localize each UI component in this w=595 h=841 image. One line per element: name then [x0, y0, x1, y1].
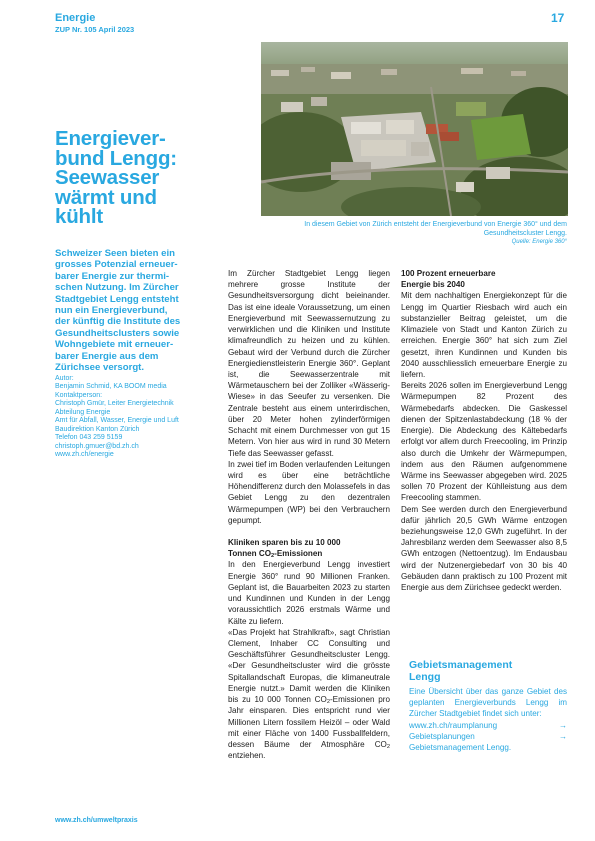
- caption-credit: Quelle: Energie 360°: [511, 239, 567, 245]
- aerial-photo: [261, 42, 568, 216]
- arrow-right-icon: →: [558, 720, 567, 730]
- arrow-right-icon: →: [558, 731, 567, 741]
- link-gebietsmanagement[interactable]: Gebietsmanagement Lengg.: [409, 743, 512, 753]
- header-section: Energie: [55, 12, 96, 24]
- article-title: Energiever- bund Lengg: Seewasser wärmt und kühlt: [55, 127, 177, 228]
- photo-caption: [262, 220, 567, 247]
- meta-line: Telefon 043 259 5159: [55, 434, 123, 442]
- link-raumplanung[interactable]: www.zh.ch/raumplanung: [409, 720, 498, 730]
- info-box-link-row: [409, 742, 567, 753]
- body-paragraph: Bereits 2026 sollen im Energieverbund Lengg Wärmepumpen 82 Prozent des Wärmebedarfs abdecken. Die Gaskessel dienen der Spitzenlastabdeckung (18 % der Energie). Die Abdeckung des Kältebedarfs erfolgt vor allem durch Freecooling, im Prinzip also durch die Umkehr der Wärmepumpen, indem aus den Räumen aufgenommene Wärme ins Seewasser abgegeben wird. 2025 sollen 70 Prozent der Kühlleistung aus dem Freecooling stammen.: [401, 381, 567, 503]
- meta-line: Abteilung Energie: [55, 408, 111, 416]
- info-box-link-row: [409, 731, 567, 742]
- info-box-link-row: [409, 720, 567, 731]
- meta-line: Benjamin Schmid, KA BOOM media: [55, 383, 167, 391]
- body-paragraph: Dem See werden durch den Energieverbund dafür jährlich 20,5 GWh Wärme entzogen beziehungsweise 12,0 GWh zugeführt. In der Jahresbilanz werden dem Seewasser also 8,5 GWh entzogen (Nettoentzug). Im Endausbau wird der Nutzenergiebedarf von 30 bis 40 Gebäuden dann praktisch zu 100 Prozent mit Energie aus dem Zürichsee gedeckt werden.: [401, 504, 567, 593]
- body-paragraph: Mit dem nachhaltigen Energiekonzept für die Lengg im Quartier Riesbach wird auch ein substanzieller Beitrag geleistet, um die Klimaziele von Stadt und Kanton Zürich zu erreichen. Energie 360° hat sich zum Ziel gesetzt, ihren Kundinnen und Kunden bis 2040 ausschliesslich erneuerbare Energie zu liefern.: [401, 291, 567, 379]
- body-paragraph: Im Zürcher Stadtgebiet Lengg liegen mehrere grosse Institute der Gesundheitsversorgung dicht beieinander. Das ist eine ideale Voraussetzung, um einen Energieverbund mit Seewassernutzung zu verwirklichen und die Kliniken und Institute klimafreundlich zu heizen und zu kühlen. Gebaut wird der Verbund durch die Zürcher Energiedienstleisterin Energie 360°. Geplant ist, die Seewasserzentrale mit Wärmetauschern bei der Zolliker «Wässerig-Wiese» in das Seeufer zu versenken. Die Zentrale besteht aus einem unterirdischen, über 20 Meter hohen zylinderförmigen Schacht mit einem Durchmesser von gut 15 Metern. Von hier aus wird in rund 30 Metern Tiefe das Seewasser gefasst.: [228, 269, 390, 458]
- meta-website[interactable]: www.zh.ch/energie: [55, 451, 114, 459]
- link-gebietsplanungen[interactable]: Gebietsplanungen: [409, 731, 475, 741]
- article-column-2: [401, 268, 567, 593]
- body-paragraph: In den Energieverbund Lengg investiert Energie 360° rund 90 Millionen Franken. Geplant ist, die Bauarbeiten 2023 zu starten und Kundinnen und Kunden in der Lengg voraussichtlich 2026 erstmals Wärme und Kälte zu liefern.: [228, 560, 390, 626]
- subheading-erneuerbar: 100 Prozent erneuerbare Energie bis 2040: [401, 269, 496, 290]
- article-lead: Schweizer Seen bieten ein grosses Potenzial erneuer- barer Energie zur thermi- schen Nutzung. Im Zürcher Stadtgebiet Lengg entsteht nun ein Energieverbund, der künftig die Institute des Gesundheitsclusters sowie Wohngebiete mit erneuer- barer Energie aus dem Zürichsee versorgt.: [55, 248, 181, 374]
- article-column-1: [228, 268, 390, 761]
- caption-text: In diesem Gebiet von Zürich entsteht der Energieverbund von Energie 360° und dem Gesundheitscluster Lengg.: [304, 221, 567, 237]
- footer-url[interactable]: www.zh.ch/umweltpraxis: [55, 817, 138, 824]
- article-meta: [55, 375, 230, 460]
- body-paragraph: «Das Projekt hat Strahlkraft», sagt Christian Clement, Inhaber CC Consulting und Geschäftsführer Gesundheitscluster Lengg. «Der Gesundheitscluster wird die grösste Spitallandschaft Europas, die klimaneutrale Energie nutzt.» Damit werden die Kliniken bis zu 10 000 Tonnen $CO_2$-Emissionen pro Jahr einsparen. Dies entspricht rund vier Millionen Litern fossilem Heizöl – oder Wald mit einer Fläche von 1400 Fussballfeldern, dessen Bäume der Atmosphäre $CO_2$ entziehen.: [228, 627, 390, 761]
- info-box-body: Eine Übersicht über das ganze Gebiet des geplanten Energieverbunds Lengg im Zürcher Stadtgebiet findet sich unter:: [409, 687, 567, 719]
- subheading-kliniken: Kliniken sparen bis zu 10 000 Tonnen $CO_2$-Emissionen: [228, 538, 341, 560]
- header-issue: ZUP Nr. 105 April 2023: [55, 25, 135, 34]
- meta-line: Baudirektion Kanton Zürich: [55, 425, 140, 433]
- info-box-title: Gebietsmanagement Lengg: [409, 659, 513, 683]
- page-number: 17: [551, 11, 565, 25]
- meta-line: Autor:: [55, 375, 74, 382]
- meta-line: Amt für Abfall, Wasser, Energie und Luft: [55, 417, 179, 425]
- meta-email[interactable]: christoph.gmuer@bd.zh.ch: [55, 442, 139, 450]
- body-paragraph: In zwei tief im Boden verlaufenden Leitungen wird es über eine beträchtliche Höhendifferenz durch den Molassefels in das Gebiet Lengg zu den dezentralen Wärmepumpen (WP) bei den Verbrauchern gepumpt.: [228, 459, 390, 525]
- meta-line: Christoph Gmür, Leiter Energietechnik: [55, 400, 174, 408]
- info-box: [409, 660, 567, 753]
- meta-line: Kontaktperson:: [55, 391, 103, 399]
